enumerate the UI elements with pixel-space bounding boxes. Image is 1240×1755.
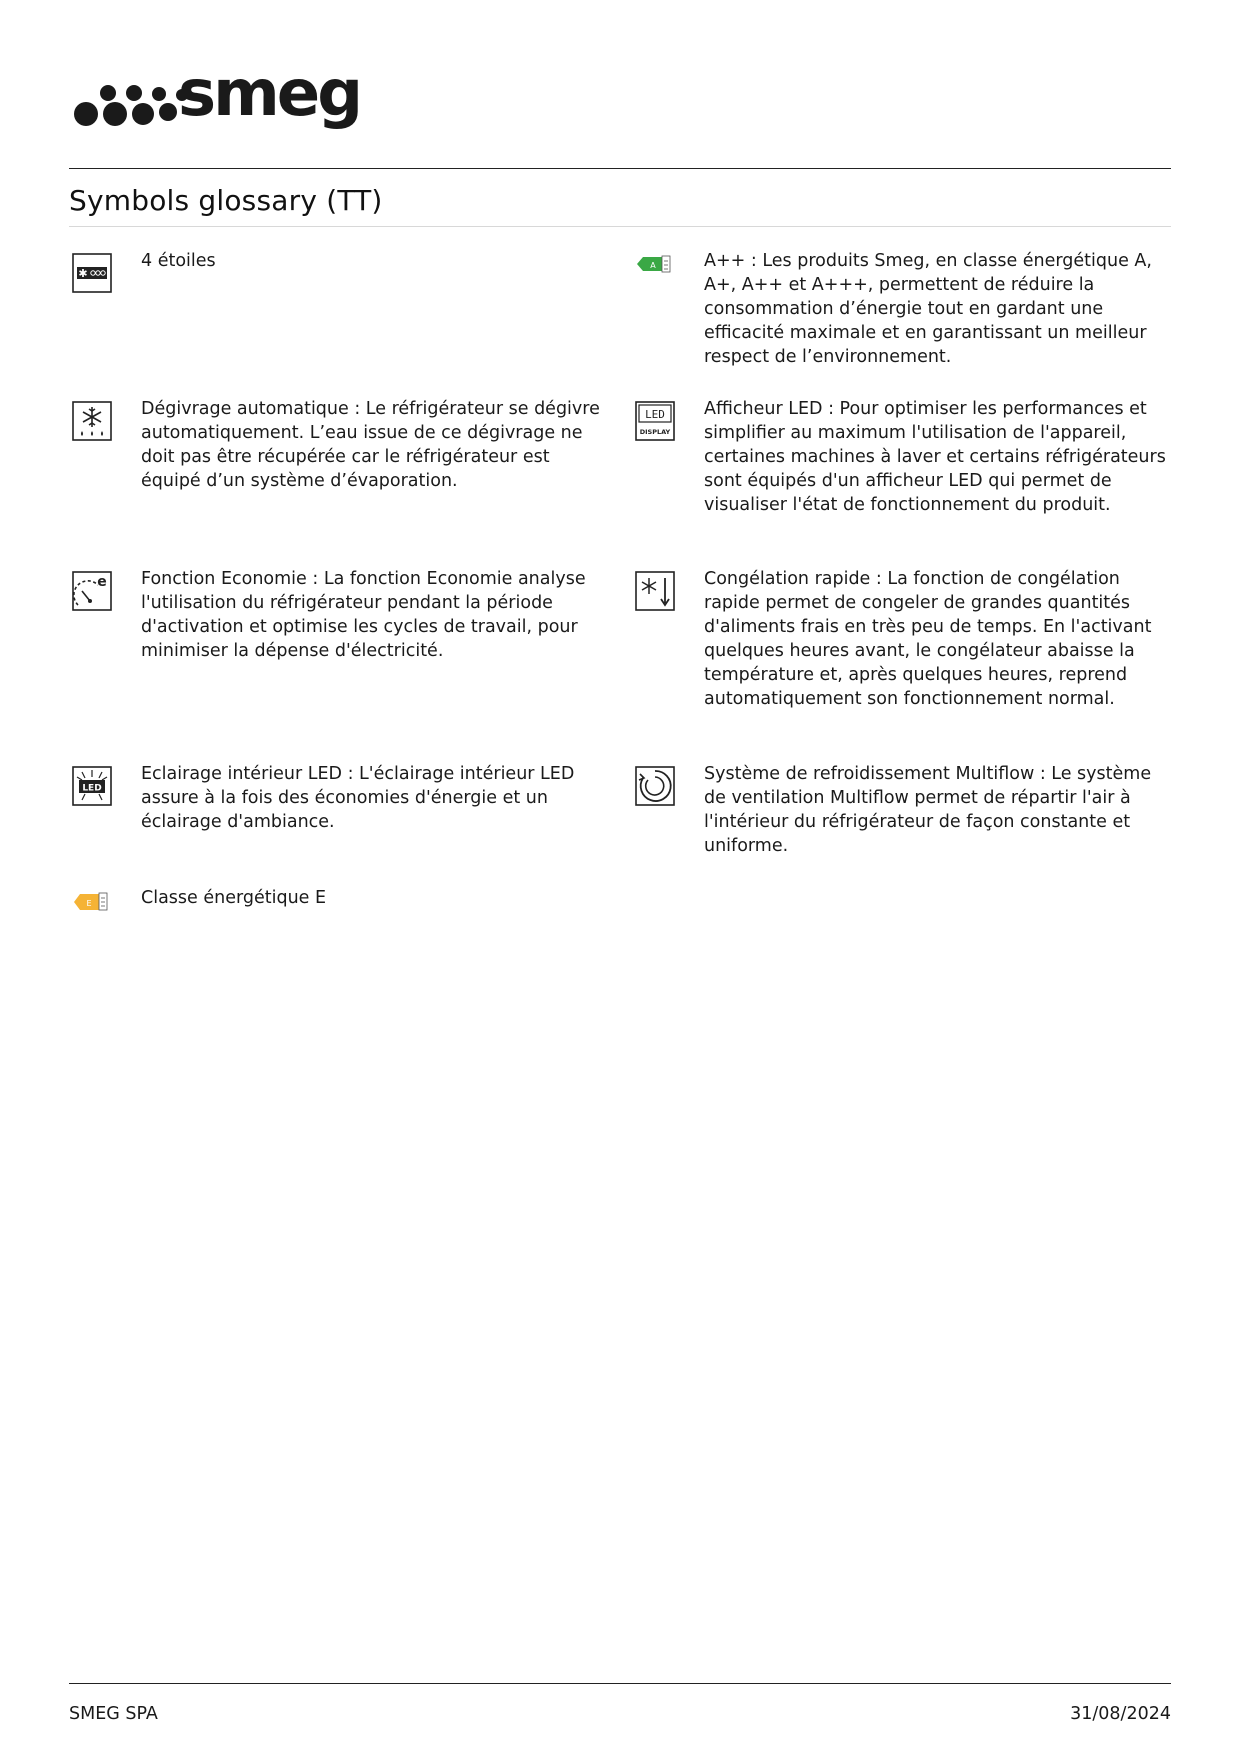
svg-text:A: A — [650, 261, 656, 270]
svg-text:DISPLAY: DISPLAY — [639, 428, 671, 436]
svg-text:LED: LED — [82, 783, 102, 794]
footer-divider — [69, 1683, 1171, 1684]
glossary-text: Fonction Economie : La fonction Economie analyse l'utilisation du réfrigérateur pendant la période d'activation et optimise les cycles de travail, pour minimiser la dépense d'électricité. — [141, 569, 586, 661]
fast-freeze-icon — [635, 571, 675, 611]
glossary-text: 4 étoiles — [141, 251, 216, 271]
eco-function-icon — [72, 571, 112, 611]
smeg-logo — [74, 70, 384, 136]
page-title: Symbols glossary (TT) — [69, 184, 383, 217]
svg-text:E: E — [86, 899, 92, 908]
glossary-text: Système de refroidissement Multiflow : Le système de ventilation Multiflow permet de répartir l'air à l'intérieur du réfrigérateur de façon constante et uniforme. — [704, 764, 1152, 856]
svg-text:e: e — [97, 574, 107, 590]
glossary-text: Congélation rapide : La fonction de congélation rapide permet de congeler de grandes quantités d'aliments frais en très peu de temps. En l'activant quelques heures avant, le congélateur abaisse la température et, après quelques heures, reprend automatiquement son fonctionnement normal. — [704, 569, 1152, 709]
glossary-text: Dégivrage automatique : Le réfrigérateur se dégivre automatiquement. L’eau issue de ce dégivrage ne doit pas être récupérée car le réfrigérateur est équipé d’un système d’évaporation. — [141, 399, 600, 491]
glossary-text: Afficheur LED : Pour optimiser les performances et simplifier au maximum l'utilisation de l'appareil, certaines machines à laver et certains réfrigérateurs sont équipés d'un afficheur LED qui permet de visualiser l'état de fonctionnement du produit. — [704, 399, 1166, 515]
glossary-text: Eclairage intérieur LED : L'éclairage intérieur LED assure à la fois des économies d'énergie et un éclairage d'ambiance. — [141, 764, 575, 832]
four-star-freezer-icon — [72, 253, 112, 293]
energy-class-e-label-icon — [72, 890, 112, 930]
multiflow-cooling-icon — [635, 766, 675, 806]
energy-class-a-label-icon — [635, 253, 675, 293]
glossary-text: A++ : Les produits Smeg, en classe énergétique A, A+, A++ et A+++, permettent de réduire la consommation d’énergie tout en gardant une efficacité maximale et en garantissant un meilleur respect de l’environnement. — [704, 251, 1152, 367]
header-divider — [69, 168, 1171, 169]
footer-date: 31/08/2024 — [1070, 1704, 1171, 1724]
footer-company: SMEG SPA — [69, 1704, 158, 1724]
svg-text:✱: ✱ — [78, 267, 88, 280]
title-divider — [69, 226, 1171, 227]
svg-text:smeg: smeg — [178, 70, 360, 131]
glossary-text: Classe énergétique E — [141, 888, 327, 908]
svg-text:LED: LED — [645, 408, 665, 421]
led-display-icon — [635, 401, 675, 441]
led-interior-light-icon — [72, 766, 112, 806]
auto-defrost-icon — [72, 401, 112, 441]
